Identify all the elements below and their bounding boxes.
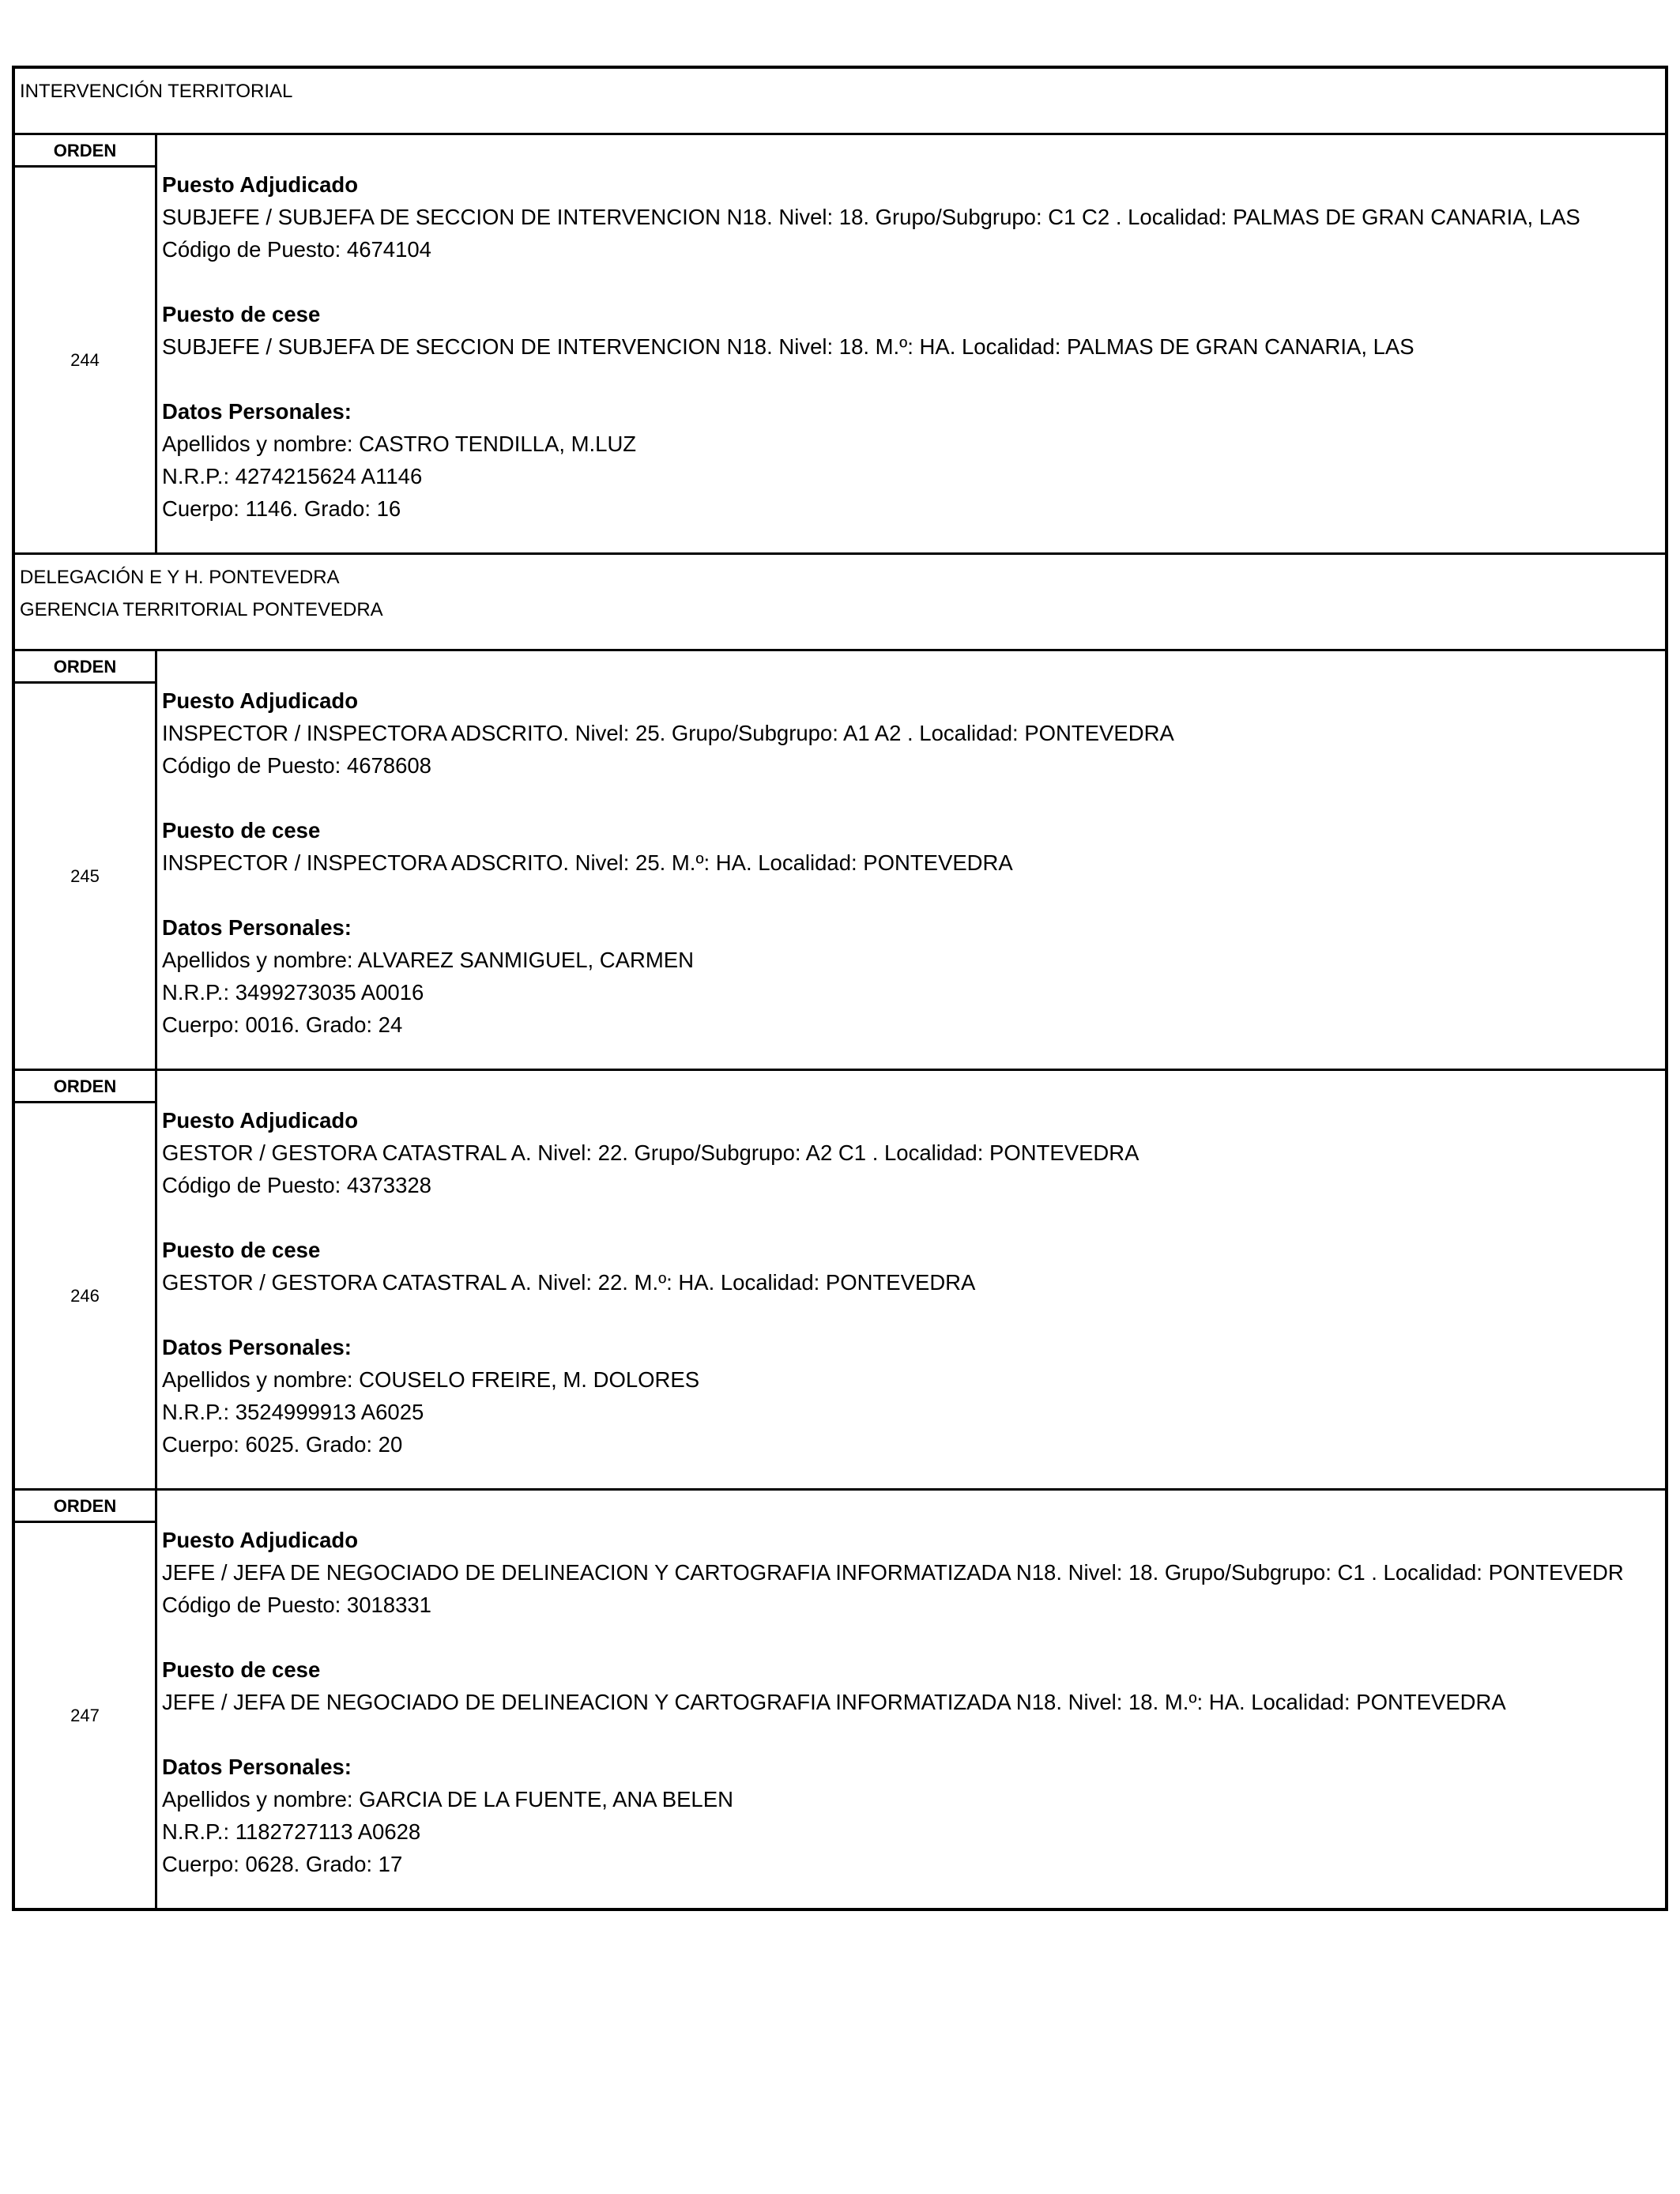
- puesto-cese-text: INSPECTOR / INSPECTORA ADSCRITO. Nivel: 25. M.º: HA. Localidad: PONTEVEDRA: [162, 850, 1013, 875]
- document-table: [12, 66, 1668, 1911]
- table-row: [15, 1491, 1665, 1908]
- table-row: [15, 1071, 1665, 1491]
- puesto-adjudicado-heading: Puesto Adjudicado: [162, 1108, 359, 1133]
- puesto-cese-heading: Puesto de cese: [162, 1657, 321, 1682]
- table-row: [15, 135, 1665, 555]
- orden-column: [15, 1071, 157, 1488]
- puesto-cese-heading: Puesto de cese: [162, 818, 321, 843]
- orden-number: 247: [70, 1705, 100, 1725]
- table-row: [15, 651, 1665, 1071]
- puesto-cese-text: JEFE / JEFA DE NEGOCIADO DE DELINEACION Y CARTOGRAFIA INFORMATIZADA N18. Nivel: 18. M.º: HA. Localidad: PONTEVEDRA: [162, 1690, 1506, 1714]
- codigo-puesto: Código de Puesto: 3018331: [162, 1593, 431, 1617]
- codigo-puesto: Código de Puesto: 4674104: [162, 237, 431, 262]
- nrp: N.R.P.: 3499273035 A0016: [162, 980, 424, 1005]
- section-title: DELEGACIÓN E Y H. PONTEVEDRA: [20, 567, 340, 588]
- orden-number: 244: [70, 349, 100, 370]
- entry-details: [157, 135, 1665, 552]
- entry-details: [157, 651, 1665, 1069]
- datos-personales-heading: Datos Personales:: [162, 915, 352, 940]
- section-header-pontevedra: [15, 555, 1665, 651]
- orden-number: 245: [70, 865, 100, 886]
- apellidos-nombre: Apellidos y nombre: ALVAREZ SANMIGUEL, CARMEN: [162, 948, 694, 972]
- datos-personales-heading: Datos Personales:: [162, 1755, 352, 1779]
- puesto-cese-text: SUBJEFE / SUBJEFA DE SECCION DE INTERVENCION N18. Nivel: 18. M.º: HA. Localidad: PALMAS DE GRAN CANARIA, LAS: [162, 334, 1414, 359]
- puesto-cese-heading: Puesto de cese: [162, 302, 321, 326]
- entry-details: [157, 1071, 1665, 1488]
- apellidos-nombre: Apellidos y nombre: COUSELO FREIRE, M. DOLORES: [162, 1367, 700, 1392]
- cuerpo-grado: Cuerpo: 0016. Grado: 24: [162, 1012, 403, 1037]
- apellidos-nombre: Apellidos y nombre: CASTRO TENDILLA, M.LUZ: [162, 432, 637, 456]
- orden-column: [15, 651, 157, 1069]
- puesto-adjudicado-text: JEFE / JEFA DE NEGOCIADO DE DELINEACION Y CARTOGRAFIA INFORMATIZADA N18. Nivel: 18. Grupo/Subgrupo: C1 . Localidad: PONTEVEDR: [162, 1560, 1624, 1585]
- section-title: INTERVENCIÓN TERRITORIAL: [20, 81, 293, 102]
- orden-label: ORDEN: [15, 1071, 155, 1103]
- section-header-intervencion: [15, 69, 1665, 135]
- puesto-adjudicado-text: SUBJEFE / SUBJEFA DE SECCION DE INTERVENCION N18. Nivel: 18. Grupo/Subgrupo: C1 C2 . Localidad: PALMAS DE GRAN CANARIA, LAS: [162, 205, 1580, 229]
- orden-column: [15, 1491, 157, 1908]
- orden-number: 246: [70, 1285, 100, 1306]
- puesto-adjudicado-heading: Puesto Adjudicado: [162, 172, 359, 197]
- puesto-adjudicado-text: GESTOR / GESTORA CATASTRAL A. Nivel: 22. Grupo/Subgrupo: A2 C1 . Localidad: PONTEVEDRA: [162, 1140, 1139, 1165]
- puesto-adjudicado-heading: Puesto Adjudicado: [162, 688, 359, 713]
- orden-label: ORDEN: [15, 651, 155, 684]
- cuerpo-grado: Cuerpo: 0628. Grado: 17: [162, 1852, 403, 1876]
- cuerpo-grado: Cuerpo: 6025. Grado: 20: [162, 1432, 403, 1457]
- nrp: N.R.P.: 1182727113 A0628: [162, 1819, 421, 1844]
- entry-details: [157, 1491, 1665, 1908]
- nrp: N.R.P.: 4274215624 A1146: [162, 464, 423, 488]
- orden-label: ORDEN: [15, 135, 155, 168]
- puesto-cese-heading: Puesto de cese: [162, 1238, 321, 1262]
- nrp: N.R.P.: 3524999913 A6025: [162, 1400, 424, 1424]
- puesto-adjudicado-text: INSPECTOR / INSPECTORA ADSCRITO. Nivel: 25. Grupo/Subgrupo: A1 A2 . Localidad: PONTEVEDRA: [162, 721, 1174, 745]
- codigo-puesto: Código de Puesto: 4678608: [162, 753, 431, 778]
- datos-personales-heading: Datos Personales:: [162, 399, 352, 424]
- orden-column: [15, 135, 157, 552]
- section-subtitle: GERENCIA TERRITORIAL PONTEVEDRA: [20, 599, 383, 620]
- puesto-cese-text: GESTOR / GESTORA CATASTRAL A. Nivel: 22. M.º: HA. Localidad: PONTEVEDRA: [162, 1270, 976, 1295]
- puesto-adjudicado-heading: Puesto Adjudicado: [162, 1528, 359, 1552]
- codigo-puesto: Código de Puesto: 4373328: [162, 1173, 431, 1197]
- datos-personales-heading: Datos Personales:: [162, 1335, 352, 1359]
- cuerpo-grado: Cuerpo: 1146. Grado: 16: [162, 496, 401, 521]
- apellidos-nombre: Apellidos y nombre: GARCIA DE LA FUENTE, ANA BELEN: [162, 1787, 733, 1811]
- orden-label: ORDEN: [15, 1491, 155, 1523]
